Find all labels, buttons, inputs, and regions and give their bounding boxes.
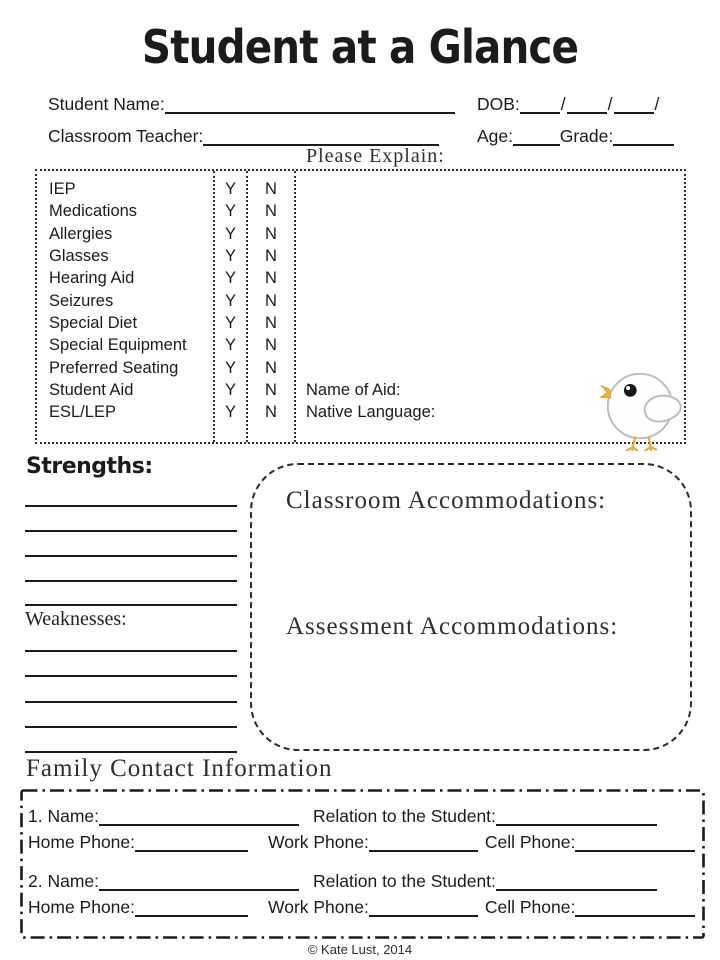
- teacher-label: Classroom Teacher:: [48, 125, 204, 146]
- student-name-row: [48, 84, 674, 114]
- no-option[interactable]: N: [265, 180, 277, 198]
- weaknesses-heading: Weaknesses:: [25, 608, 127, 630]
- dob-group: [477, 95, 674, 114]
- accommodations-box[interactable]: [250, 463, 692, 751]
- yes-option[interactable]: Y: [224, 291, 236, 310]
- dob-label: DOB:: [477, 93, 520, 114]
- contact1-cell-phone-label: Cell Phone:: [484, 831, 576, 852]
- no-option[interactable]: N: [265, 224, 277, 243]
- no-option[interactable]: N: [265, 314, 277, 333]
- contact2-work-phone-label: Work Phone:: [268, 896, 369, 917]
- aid-block: [306, 379, 435, 424]
- contact2-name-blank[interactable]: [99, 886, 299, 891]
- yes-option[interactable]: Y: [224, 358, 236, 377]
- yes-option[interactable]: Y: [224, 336, 236, 355]
- no-option[interactable]: N: [265, 247, 277, 266]
- contact2-relation-label: Relation to the Student:: [313, 870, 496, 891]
- contact2-relation-blank[interactable]: [496, 886, 657, 891]
- contact1-work-phone-blank[interactable]: [369, 847, 478, 852]
- no-option[interactable]: N: [265, 202, 277, 221]
- checklist-item-label: Special Equipment: [49, 336, 187, 355]
- checklist-item-label: Glasses: [49, 247, 109, 266]
- contact1-phone-row: [28, 828, 695, 852]
- strengths-heading: Strengths:: [26, 454, 153, 479]
- checklist-yes-column: [215, 171, 248, 442]
- student-name-blank[interactable]: [165, 109, 455, 114]
- strengths-line[interactable]: [25, 557, 237, 582]
- weaknesses-line[interactable]: [25, 627, 237, 652]
- contact1-cell-phone-blank[interactable]: [575, 847, 695, 852]
- no-option[interactable]: N: [265, 381, 277, 400]
- family-contact-fields: [20, 789, 705, 939]
- strengths-line[interactable]: [25, 582, 237, 607]
- no-option[interactable]: N: [265, 358, 277, 377]
- yes-option[interactable]: Y: [224, 224, 236, 243]
- grade-label: Grade:: [559, 125, 614, 146]
- contact1-relation-label: Relation to the Student:: [313, 805, 496, 826]
- checklist-label-column: [37, 171, 215, 442]
- dob-day-blank[interactable]: [567, 109, 607, 114]
- yes-option[interactable]: Y: [224, 269, 236, 288]
- dob-month-blank[interactable]: [520, 109, 560, 114]
- header-fields: [48, 84, 674, 146]
- contact1-work-phone-label: Work Phone:: [268, 831, 369, 852]
- grade-blank[interactable]: [613, 141, 674, 146]
- checklist-no-column: [248, 171, 296, 442]
- dob-year-blank[interactable]: [614, 109, 654, 114]
- no-option[interactable]: N: [265, 336, 277, 355]
- contact2-home-phone-label: Home Phone:: [28, 896, 136, 917]
- contact1-home-phone-blank[interactable]: [135, 847, 248, 852]
- native-language-label: Native Language:: [306, 403, 436, 422]
- contact2-phone-row: [28, 893, 695, 917]
- yes-option[interactable]: Y: [224, 202, 236, 221]
- checklist-item-label: Medications: [49, 202, 138, 221]
- yes-option[interactable]: Y: [224, 314, 236, 333]
- contact1-name-label: 1. Name:: [28, 805, 99, 826]
- age-grade-group: [477, 127, 674, 146]
- checklist-box: [35, 169, 686, 444]
- age-label: Age:: [477, 125, 513, 146]
- contact2-name-label: 2. Name:: [28, 870, 99, 891]
- teacher-row: [48, 116, 674, 146]
- contact1-home-phone-label: Home Phone:: [28, 831, 136, 852]
- strengths-line[interactable]: [25, 507, 237, 532]
- checklist-item-label: Hearing Aid: [49, 269, 135, 288]
- weaknesses-line[interactable]: [25, 652, 237, 677]
- weaknesses-line[interactable]: [25, 677, 237, 702]
- strengths-line[interactable]: [25, 532, 237, 557]
- dob-separator: /: [607, 93, 613, 114]
- family-contact-heading: Family Contact Information: [26, 755, 333, 782]
- yes-option[interactable]: Y: [224, 180, 236, 198]
- checklist-item-label: Student Aid: [49, 381, 134, 400]
- weaknesses-line[interactable]: [25, 703, 237, 728]
- copyright-notice: © Kate Lust, 2014: [307, 942, 413, 957]
- no-option[interactable]: N: [265, 403, 277, 422]
- contact1-relation-blank[interactable]: [496, 821, 657, 826]
- checklist-item-label: IEP: [49, 180, 76, 198]
- dob-separator: /: [654, 93, 660, 114]
- classroom-accommodations-heading: Classroom Accommodations:: [286, 487, 607, 514]
- yes-option[interactable]: Y: [224, 247, 236, 266]
- checklist-item-label: Seizures: [49, 291, 114, 310]
- please-explain-heading: Please Explain:: [306, 145, 445, 167]
- strengths-line[interactable]: [25, 482, 237, 507]
- yes-option[interactable]: Y: [224, 381, 236, 400]
- contact2-name-row: [28, 867, 695, 891]
- age-blank[interactable]: [513, 141, 560, 146]
- dob-separator: /: [560, 93, 566, 114]
- yes-option[interactable]: Y: [224, 403, 236, 422]
- page-title: Student at a Glance: [141, 20, 579, 74]
- checklist-item-label: Special Diet: [49, 314, 138, 333]
- contact2-work-phone-blank[interactable]: [369, 912, 478, 917]
- weaknesses-lines: [25, 627, 237, 753]
- explain-area[interactable]: [296, 171, 684, 442]
- no-option[interactable]: N: [265, 291, 277, 310]
- name-of-aid-label: Name of Aid:: [306, 381, 401, 399]
- contact2-cell-phone-blank[interactable]: [575, 912, 695, 917]
- contact1-name-blank[interactable]: [99, 821, 299, 826]
- student-name-label: Student Name:: [48, 93, 165, 114]
- contact-divider-gap: [28, 852, 695, 867]
- checklist-item-label: Preferred Seating: [49, 358, 179, 377]
- strengths-lines: [25, 482, 237, 606]
- family-contact-box: [20, 789, 705, 939]
- weaknesses-line[interactable]: [25, 728, 237, 753]
- assessment-accommodations-heading: Assessment Accommodations:: [286, 613, 619, 640]
- checklist-item-label: Allergies: [49, 224, 113, 243]
- contact1-name-row: [28, 802, 695, 826]
- contact2-home-phone-blank[interactable]: [135, 912, 248, 917]
- checklist-item-label: ESL/LEP: [49, 403, 116, 422]
- no-option[interactable]: N: [265, 269, 277, 288]
- bird-icon: [600, 363, 684, 451]
- contact2-cell-phone-label: Cell Phone:: [484, 896, 576, 917]
